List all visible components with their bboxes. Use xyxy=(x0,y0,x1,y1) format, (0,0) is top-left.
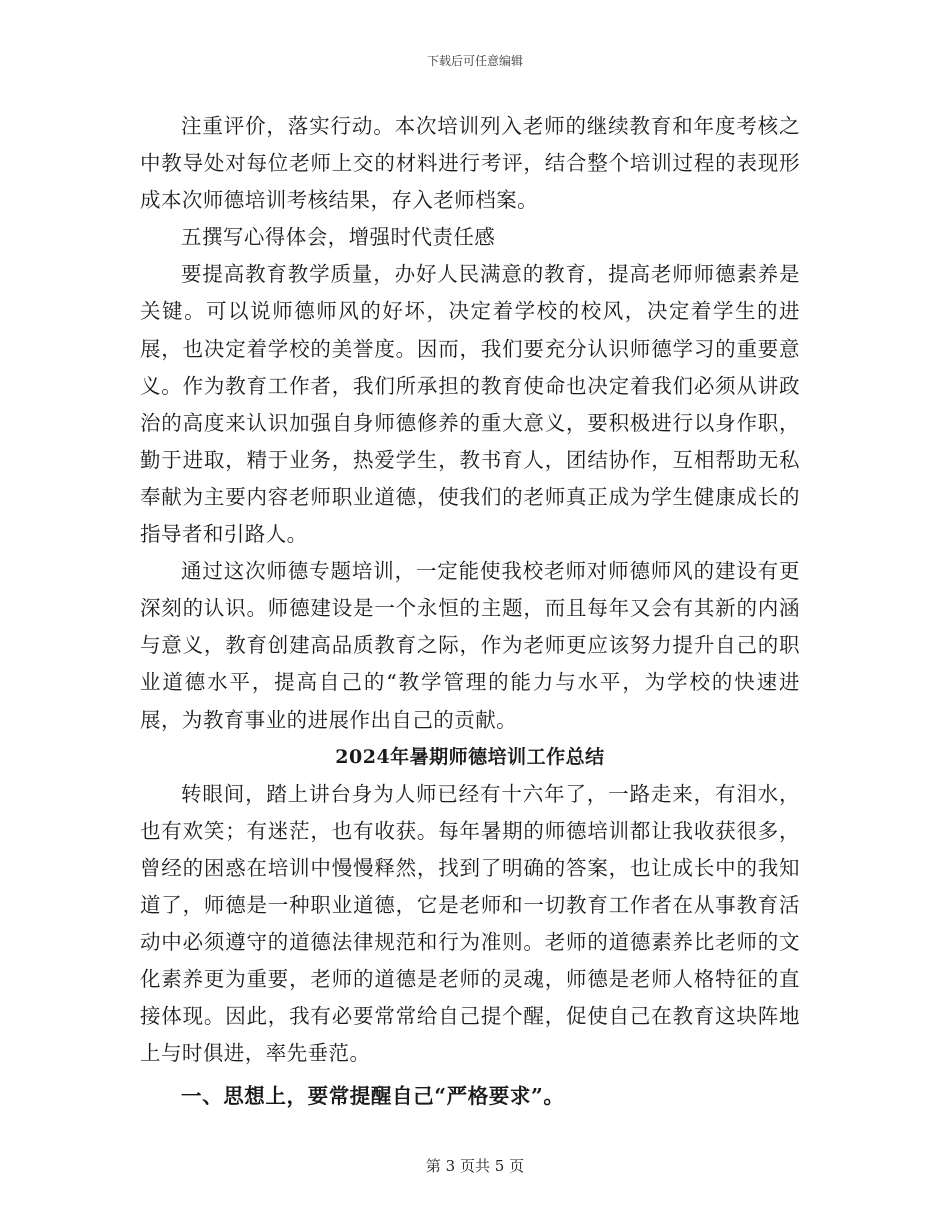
page-footer: 第 3 页共 5 页 xyxy=(425,1157,525,1175)
paragraph-evaluation: 注重评价，落实行动。本次培训列入老师的继续教育和年度考核之中教导处对每位老师上交的材料进行考评，结合整个培训过程的表现形成本次师德培训考核结果，存入老师档案。 xyxy=(140,114,800,213)
paragraph-teacher-ethics: 要提高教育教学质量，办好人民满意的教育，提高老师师德素养是关键。可以说师德师风的好坏，决定着学校的校风，决定着学生的进展，也决定着学校的美誉度。因而，我们要充分认识师德学习的重要意义。作为教育工作者，我们所承担的教育使命也决定着我们必须从讲政治的高度来认识加强自身师德修养的重大意义，要积极进行以身作职，勤于进取，精于业务，热爱学生，教书育人，团结协作，互相帮助无私奉献为主要内容老师职业道德，使我们的老师真正成为学生健康成长的指导者和引路人。 xyxy=(140,262,800,547)
paragraph-section-five: 五撰写心得体会，增强时代责任感 xyxy=(181,225,496,250)
document-title: 2024年暑期师德培训工作总结 xyxy=(335,745,605,768)
section-heading-one: 一、思想上，要常提醒自己“严格要求”。 xyxy=(181,1084,565,1109)
paragraph-training-outcome: 通过这次师德专题培训，一定能使我校老师对师德师风的建设有更深刻的认识。师德建设是一个永恒的主题，而且每年又会有其新的内涵与意义，教育创建高品质教育之际，作为老师更应该努力提升自己的职业道德水平，提高自己的“教学管理的能力与水平，为学校的快速进展，为教育事业的进展作出自己的贡献。 xyxy=(140,559,800,732)
document-body xyxy=(140,108,800,1116)
page-header: 下载后可任意编辑 xyxy=(426,54,523,68)
paragraph-reflection: 转眼间，踏上讲台身为人师已经有十六年了，一路走来，有泪水，也有欢笑；有迷茫，也有收获。每年暑期的师德培训都让我收获很多，曾经的困惑在培训中慢慢释然，找到了明确的答案，也让成长中的我知道了，师德是一种职业道德，它是老师和一切教育工作者在从事教育活动中必须遵守的道德法律规范和行为准则。老师的道德素养比老师的文化素养更为重要，老师的道德是老师的灵魂，师德是老师人格特征的直接体现。因此，我有必要常常给自己提个醒，促使自己在教育这块阵地上与时俱进，率先垂范。 xyxy=(140,781,800,1066)
